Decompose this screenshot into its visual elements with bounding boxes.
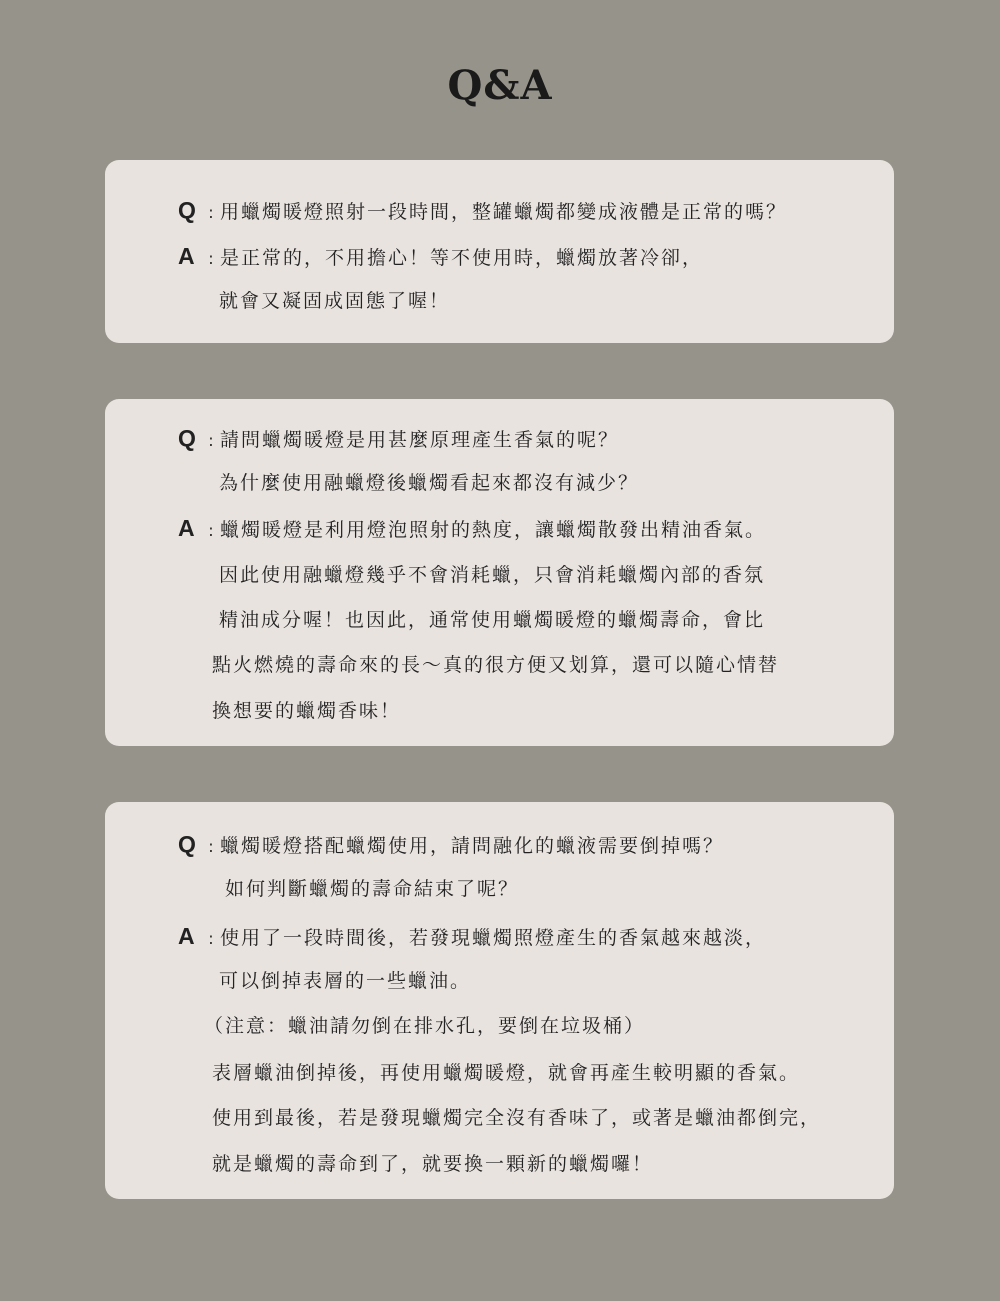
q-label: Q: [178, 425, 196, 451]
answer-text: 換想要的蠟燭香味！: [212, 700, 402, 722]
a-label: A: [178, 515, 195, 541]
answer-text: 因此使用融蠟燈幾乎不會消耗蠟，只會消耗蠟燭內部的香氛: [219, 564, 766, 586]
question-text: 用蠟燭暖燈照射一段時間，整罐蠟燭都變成液體是正常的嗎？: [220, 201, 788, 223]
answer-text: 點火燃燒的壽命來的長～真的很方便又划算，還可以隨心情替: [212, 654, 780, 676]
qa-card-3: [105, 802, 894, 1199]
qa-card-1: [105, 160, 894, 343]
answer-line: A : 蠟燭暖燈是利用燈泡照射的熱度，讓蠟燭散發出精油香氣。: [178, 515, 767, 541]
question-text: 如何判斷蠟燭的壽命結束了呢？: [225, 878, 520, 900]
question-text: 為什麼使用融蠟燈後蠟燭看起來都沒有減少？: [219, 472, 640, 494]
answer-line: A : 使用了一段時間後，若發現蠟燭照燈產生的香氣越來越淡，: [178, 923, 767, 949]
qa-card-2: [105, 399, 894, 746]
q-label: Q: [178, 197, 196, 223]
answer-text: 精油成分喔！也因此，通常使用蠟燭暖燈的蠟燭壽命，會比: [219, 609, 766, 631]
answer-text: 可以倒掉表層的一些蠟油。: [219, 970, 472, 992]
page-title: Q&A: [447, 62, 553, 109]
answer-text: 使用了一段時間後，若發現蠟燭照燈產生的香氣越來越淡，: [220, 927, 767, 949]
question-line: Q : 蠟燭暖燈搭配蠟燭使用，請問融化的蠟液需要倒掉嗎？: [178, 831, 725, 857]
question-text: 蠟燭暖燈搭配蠟燭使用，請問融化的蠟液需要倒掉嗎？: [220, 835, 725, 857]
answer-text: 是正常的，不用擔心！等不使用時，蠟燭放著冷卻，: [220, 247, 704, 269]
answer-line: A : 是正常的，不用擔心！等不使用時，蠟燭放著冷卻，: [178, 243, 704, 269]
answer-text: 蠟燭暖燈是利用燈泡照射的熱度，讓蠟燭散發出精油香氣。: [220, 519, 767, 541]
question-line: Q : 用蠟燭暖燈照射一段時間，整罐蠟燭都變成液體是正常的嗎？: [178, 197, 788, 223]
question-text: 請問蠟燭暖燈是用甚麼原理產生香氣的呢？: [220, 429, 620, 451]
answer-note: （注意：蠟油請勿倒在排水孔，要倒在垃圾桶）: [204, 1015, 646, 1037]
q-label: Q: [178, 831, 196, 857]
answer-text: 使用到最後，若是發現蠟燭完全沒有香味了，或著是蠟油都倒完，: [212, 1107, 822, 1129]
answer-text: 就是蠟燭的壽命到了，就要換一顆新的蠟燭囉！: [212, 1153, 654, 1175]
answer-text: 表層蠟油倒掉後，再使用蠟燭暖燈，就會再產生較明顯的香氣。: [212, 1062, 801, 1084]
a-label: A: [178, 243, 195, 269]
answer-text: 就會又凝固成固態了喔！: [219, 290, 451, 312]
a-label: A: [178, 923, 195, 949]
question-line: Q : 請問蠟燭暖燈是用甚麼原理產生香氣的呢？: [178, 425, 620, 451]
